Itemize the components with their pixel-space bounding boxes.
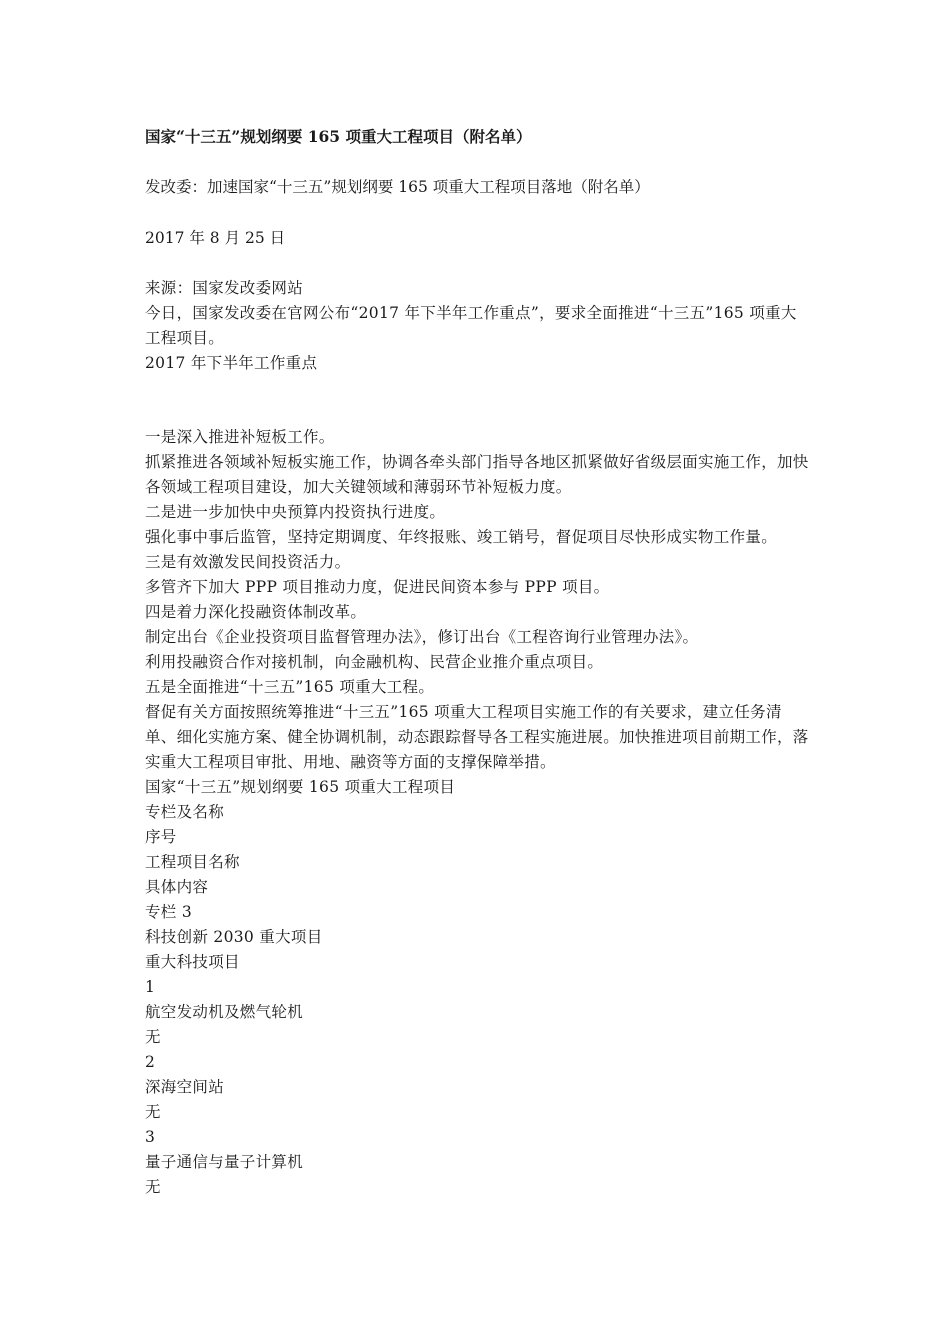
table-cell: 深海空间站 [145,1078,225,1096]
intro-section [145,276,810,376]
document-date: 2017 年 8 月 25 日 [145,229,286,247]
work-focus-heading: 2017 年下半年工作重点 [145,354,318,372]
table-cell: 专栏 3 [145,903,192,921]
table-cell: 量子通信与量子计算机 [145,1153,304,1171]
table-cell: 无 [145,1028,161,1046]
table-cell: 无 [145,1178,161,1196]
source-line: 来源：国家发改委网站 [145,279,304,297]
table-cell: 航空发动机及燃气轮机 [145,1003,304,1021]
table-cell: 科技创新 2030 重大项目 [145,928,323,946]
paragraph: 督促有关方面按照统筹推进“十三五”165 项重大工程项目实施工作的有关要求，建立任务清单、细化实施方案、健全协调机制，动态跟踪督导各工程实施进展。加快推进项目前期工作，落实重大工程项目审批、用地、融资等方面的支撑保障举措。 [145,703,809,771]
table-header-project-name: 工程项目名称 [145,853,240,871]
table-title: 国家“十三五”规划纲要 165 项重大工程项目 [145,778,456,796]
paragraph: 五是全面推进“十三五”165 项重大工程。 [145,678,435,696]
paragraph: 三是有效激发民间投资活力。 [145,553,351,571]
paragraph: 制定出台《企业投资项目监督管理办法》，修订出台《工程咨询行业管理办法》。 [145,628,699,646]
table-cell: 重大科技项目 [145,953,240,971]
paragraph: 抓紧推进各领域补短板实施工作，协调各牵头部门指导各地区抓紧做好省级层面实施工作，加快各领域工程项目建设，加大关键领域和薄弱环节补短板力度。 [145,453,809,496]
paragraph: 多管齐下加大 PPP 项目推动力度，促进民间资本参与 PPP 项目。 [145,578,610,596]
paragraph: 二是进一步加快中央预算内投资执行进度。 [145,503,446,521]
paragraph: 一是深入推进补短板工作。 [145,428,335,446]
body-section [145,425,810,1200]
table-cell: 2 [145,1053,156,1071]
table-header-column: 专栏及名称 [145,803,225,821]
document-title: 国家“十三五”规划纲要 165 项重大工程项目（附名单） [145,127,532,146]
table-cell: 3 [145,1128,156,1146]
table-header-content: 具体内容 [145,878,209,896]
document-subtitle: 发改委：加速国家“十三五”规划纲要 165 项重大工程项目落地（附名单） [145,178,650,196]
paragraph: 强化事中事后监管，坚持定期调度、年终报账、竣工销号，督促项目尽快形成实物工作量。 [145,528,778,546]
table-header-index: 序号 [145,828,177,846]
paragraph: 利用投融资合作对接机制，向金融机构、民营企业推介重点项目。 [145,653,604,671]
table-cell: 无 [145,1103,161,1121]
intro-paragraph: 今日，国家发改委在官网公布“2017 年下半年工作重点”，要求全面推进“十三五”165 项重大工程项目。 [145,304,797,347]
paragraph: 四是着力深化投融资体制改革。 [145,603,367,621]
table-cell: 1 [145,978,156,996]
